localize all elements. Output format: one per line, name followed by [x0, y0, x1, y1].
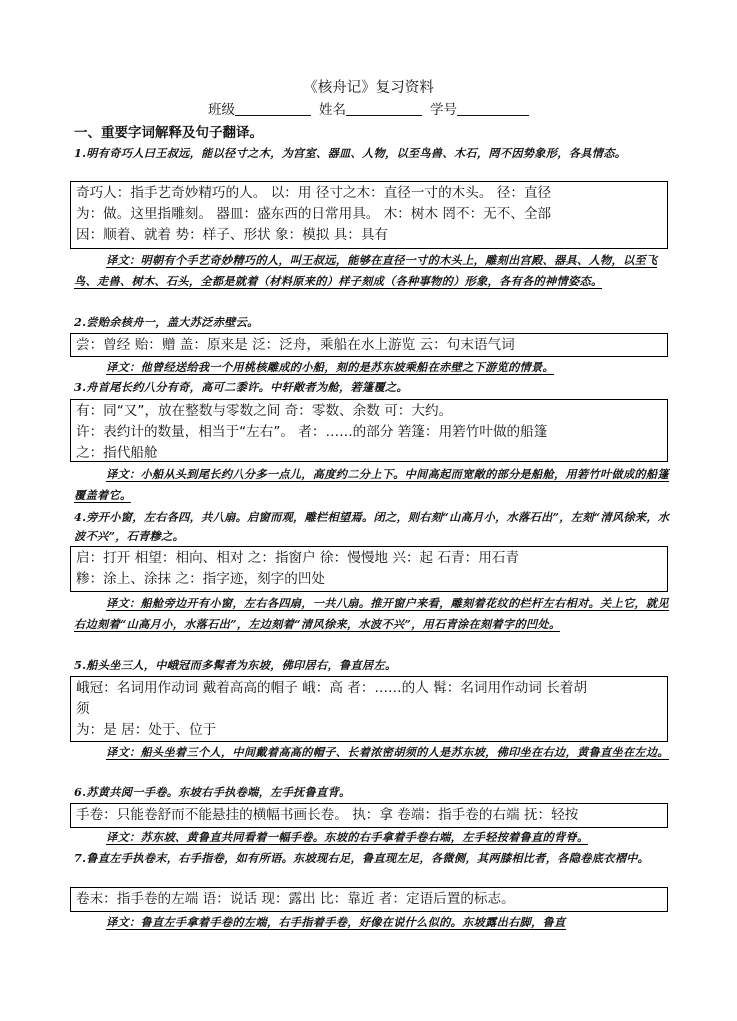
passage-2: 2.尝贻余核舟一，盖大苏泛赤壁云。	[74, 315, 259, 329]
translation-1: 译文：明朝有个手艺奇妙精巧的人，叫王叔远，能够在直径一寸的木头上，雕刻出宫殿、器具、人物，以至飞鸟、走兽、树木、石头，全都是就着（材料原来的）样子刻成（各种事物的）形象，各有各的神情姿态。	[74, 253, 658, 288]
translation-6: 译文：苏东坡、黄鲁直共同看着一幅手卷。东坡的右手拿着手卷右端，左手轻按着鲁直的背脊。	[106, 830, 589, 844]
translation-5: 译文：船头坐着三个人，中间戴着高高的帽子、长着浓密胡须的人是苏东坡，佛印坐在右边，黄鲁直坐在左边。	[106, 745, 669, 759]
glossary-box-3	[70, 399, 668, 462]
glossary-line: 许：表约计的数量，相当于“左右”。 者：……的部分 箬篷：用箬竹叶做的船篷	[76, 424, 548, 440]
glossary-line: 启：打开 相望：相向、相对 之：指窗户 徐：慢慢地 兴：起 石青：用石青	[76, 550, 520, 566]
class-field[interactable]	[235, 100, 311, 116]
class-label: 班级	[208, 102, 235, 118]
section-heading: 一、重要字词解释及句子翻译。	[74, 125, 263, 141]
glossary-line: 因：顺着、就着 势：样子、形状 象：模拟 具：具有	[76, 227, 389, 243]
passage-4: 4.旁开小窗，左右各四，共八扇。启窗而观，雕栏相望焉。闭之，则右刻“山高月小，水落石出”，左刻“清风徐来，水波不兴”，石青糁之。	[74, 510, 670, 543]
glossary-box-1	[70, 181, 668, 249]
glossary-line: 峨冠：名词用作动词 戴着高高的帽子 峨：高 者：……的人 髯：名词用作动词 长着胡	[76, 680, 587, 696]
glossary-box-4	[70, 546, 668, 592]
translation-3: 译文：小船从头到尾长约八分多一点儿，高度约二分上下。中间高起而宽敞的部分是船舱，用箬竹叶做成的船篷覆盖着它。	[74, 467, 669, 502]
name-field[interactable]	[346, 100, 422, 116]
glossary-line: 之：指代船舱	[76, 445, 158, 461]
glossary-line: 须	[76, 701, 90, 717]
glossary-box-6	[70, 803, 668, 828]
glossary-box-5	[70, 676, 668, 742]
passage-5: 5.船头坐三人，中峨冠而多髯者为东坡，佛印居右，鲁直居左。	[74, 658, 397, 672]
passage-1: 1.明有奇巧人曰王叔远，能以径寸之木，为宫室、器皿、人物，以至鸟兽、木石，罔不因势象形，各具情态。	[74, 146, 627, 160]
glossary-box-7	[70, 887, 668, 912]
translation-4: 译文：船舱旁边开有小窗，左右各四扇，一共八扇。推开窗户来看，雕刻着花纹的栏杆左右相对。关上它，就见右边刻着“山高月小，水落石出”，左边刻着“清风徐来，水波不兴”，用石青涂在刻着字的凹处。	[74, 596, 669, 631]
name-label: 姓名	[319, 102, 346, 118]
glossary-line: 有：同“又”，放在整数与零数之间 奇：零数、余数 可：大约。	[76, 403, 453, 419]
glossary-line: 卷末：指手卷的左端 语：说话 现：露出 比：靠近 者：定语后置的标志。	[76, 891, 515, 907]
glossary-line: 手卷：只能卷舒而不能悬挂的横幅书画长卷。 执：拿 卷端：指手卷的右端 抚：轻按	[76, 807, 579, 823]
glossary-line: 尝：曾经 贻：赠 盖：原来是 泛：泛舟，乘船在水上游览 云：句末语气词	[76, 337, 515, 353]
glossary-line: 糁：涂上、涂抹 之：指字迹，刻字的凹处	[76, 571, 326, 587]
student-info-line	[208, 100, 568, 120]
glossary-line: 为：是 居：处于、位于	[76, 722, 217, 738]
student-id-label: 学号	[430, 102, 457, 118]
passage-6: 6.苏黄共阅一手卷。东坡右手执卷端，左手抚鲁直背。	[74, 785, 351, 799]
passage-7: 7.鲁直左手执卷末，右手指卷，如有所语。东坡现右足，鲁直现左足，各微侧，其两膝相比者，各隐卷底衣褶中。	[74, 851, 650, 865]
glossary-line: 奇巧人：指手艺奇妙精巧的人。 以：用 径寸之木：直径一寸的木头。 径：直径	[76, 185, 552, 201]
translation-7: 译文：鲁直左手拿着手卷的左端，右手指着手卷，好像在说什么似的。东坡露出右脚，鲁直	[106, 915, 566, 929]
glossary-box-2	[70, 333, 668, 357]
passage-3: 3.舟首尾长约八分有奇，高可二黍许。中轩敞者为舱，箬篷覆之。	[74, 380, 408, 394]
translation-2: 译文：他曾经送给我一个用桃核雕成的小船，刻的是苏东坡乘船在赤壁之下游览的情景。	[106, 360, 555, 374]
page-title: 《核舟记》复习资料	[303, 80, 434, 96]
glossary-line: 为：做。这里指雕刻。 器皿：盛东西的日常用具。 木：树木 罔不：无不、全部	[76, 206, 552, 222]
student-id-field[interactable]	[457, 100, 529, 116]
